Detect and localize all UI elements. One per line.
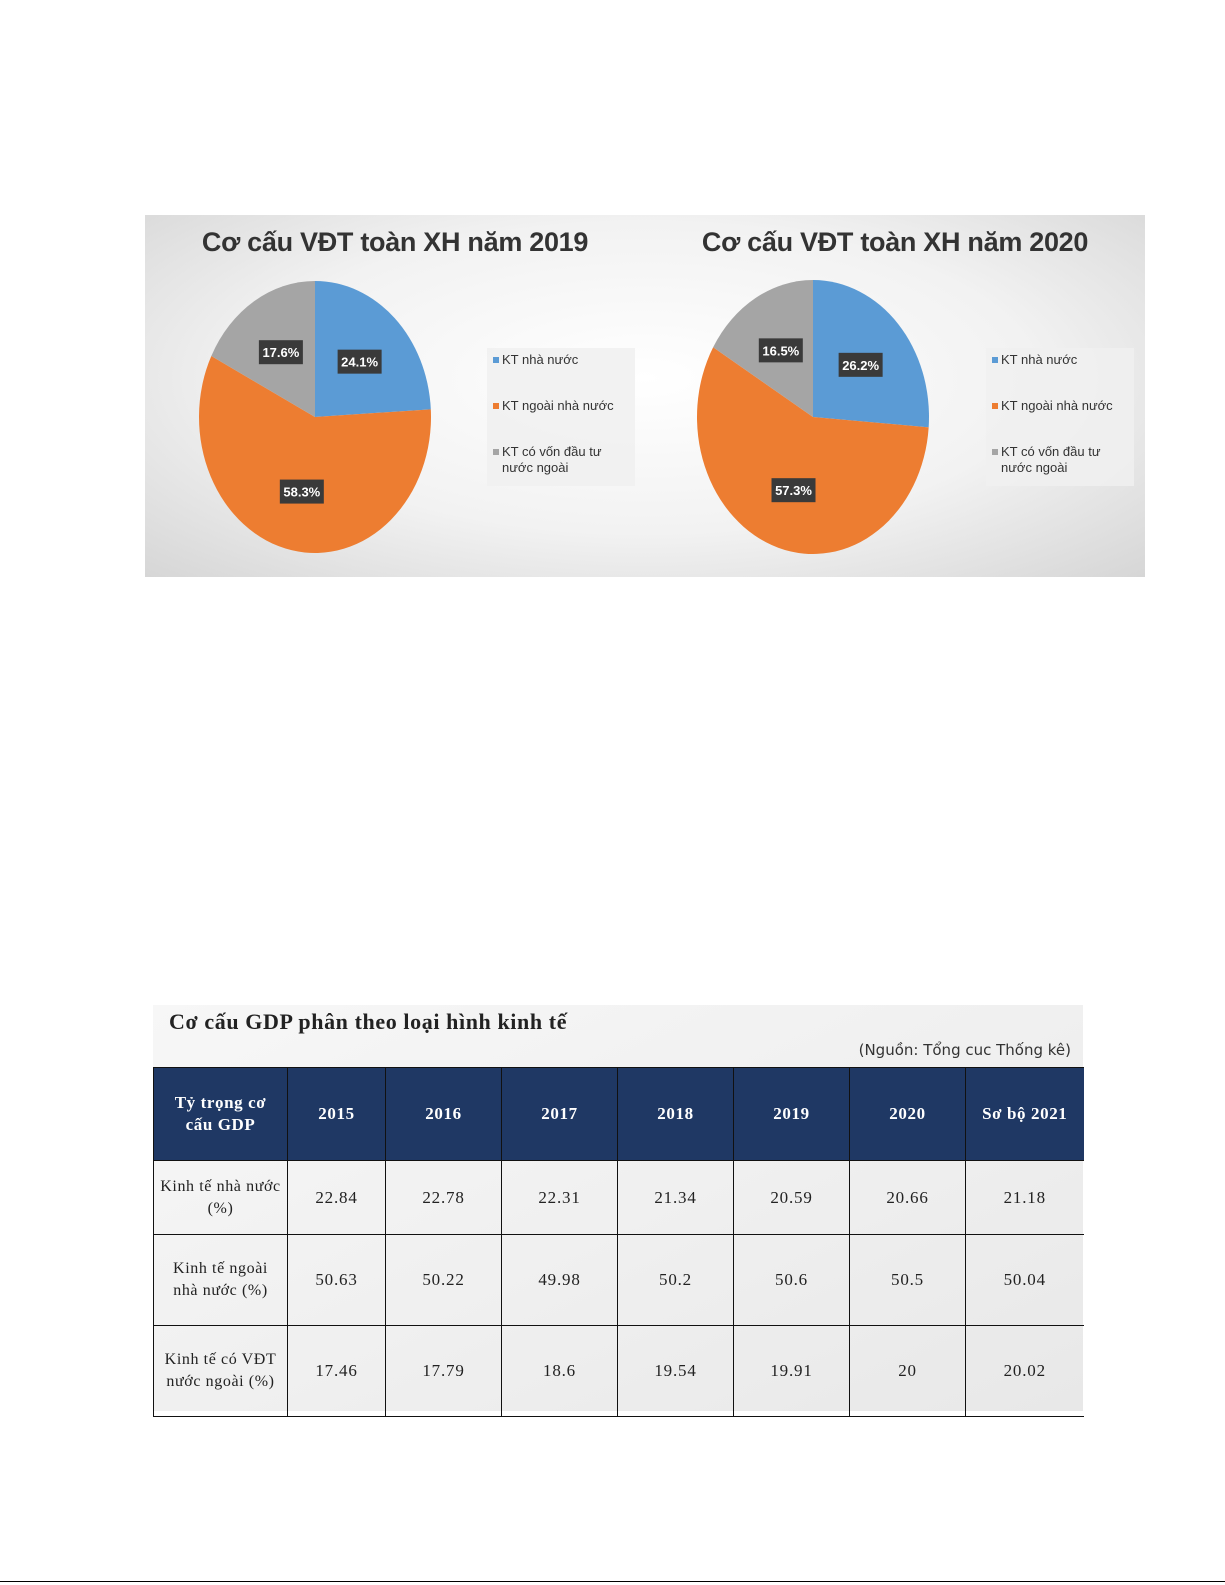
pie-data-label-text: 17.6% <box>262 345 300 361</box>
table-column-header: 2018 <box>618 1068 734 1161</box>
legend-swatch-non-state <box>992 403 998 409</box>
table-cell: 18.6 <box>502 1326 618 1417</box>
pie-data-label-text: 16.5% <box>762 343 800 359</box>
table-cell: 21.18 <box>966 1161 1084 1235</box>
table-column-header: Sơ bộ 2021 <box>966 1068 1084 1161</box>
table-cell: 20.59 <box>734 1161 850 1235</box>
legend-swatch-state <box>493 357 499 363</box>
table-header-row <box>154 1068 1084 1161</box>
table-cell: 49.98 <box>502 1235 618 1326</box>
table-corner-header: Tỷ trọng cơ cấu GDP <box>154 1068 288 1161</box>
pie-data-label-text: 57.3% <box>775 483 812 499</box>
table-column-header: 2016 <box>386 1068 502 1161</box>
table-cell: 22.84 <box>288 1161 386 1235</box>
table-column-header: 2019 <box>734 1068 850 1161</box>
legend-label-non-state: KT ngoài nhà nước <box>1001 398 1113 413</box>
legend-label-fdi: KT có vốn đầu tư nước ngoài <box>1001 444 1101 475</box>
pie-data-label-text: 58.3% <box>283 484 321 500</box>
legend-swatch-non-state <box>493 403 499 409</box>
pie-data-label-non-state <box>280 480 324 504</box>
pie-data-label-state <box>839 353 883 377</box>
table-cell: 20.66 <box>850 1161 966 1235</box>
table-column-header: 2020 <box>850 1068 966 1161</box>
table-row-header: Kinh tế ngoài nhà nước (%) <box>154 1235 288 1326</box>
legend-swatch-fdi <box>493 449 499 455</box>
table-cell: 50.63 <box>288 1235 386 1326</box>
legend-label-state: KT nhà nước <box>1001 352 1078 367</box>
pie-data-label-fdi <box>759 338 803 362</box>
pie-chart-2019-title: Cơ cấu VĐT toàn XH năm 2019 <box>201 227 589 257</box>
table-row-header: Kinh tế nhà nước (%) <box>154 1161 288 1235</box>
table-source: (Nguồn: Tổng cuc Thống kê) <box>858 1041 1071 1059</box>
pie-chart-2020 <box>645 215 1145 577</box>
table-row-header: Kinh tế có VĐT nước ngoài (%) <box>154 1326 288 1417</box>
pie-data-label-text: 26.2% <box>842 357 880 373</box>
pie-slice-state <box>315 281 431 417</box>
table-cell: 22.31 <box>502 1161 618 1235</box>
page-bottom-rule <box>0 1581 1225 1582</box>
pie-chart-2020-title: Cơ cấu VĐT toàn XH năm 2020 <box>701 227 1089 257</box>
table-cell: 17.46 <box>288 1326 386 1417</box>
table-cell: 19.91 <box>734 1326 850 1417</box>
gdp-structure-table-panel <box>153 1005 1083 1411</box>
legend-swatch-fdi <box>992 449 998 455</box>
table-row <box>154 1161 1084 1235</box>
pie-chart-2019 <box>145 215 645 577</box>
table-cell: 19.54 <box>618 1326 734 1417</box>
gdp-structure-table <box>153 1067 1084 1417</box>
pie-charts-panel <box>145 215 1145 577</box>
legend-label-fdi: KT có vốn đầu tư nước ngoài <box>502 444 602 475</box>
pie-data-label-non-state <box>772 478 816 502</box>
table-cell: 20 <box>850 1326 966 1417</box>
table-title: Cơ cấu GDP phân theo loại hình kinh tế <box>169 1009 568 1034</box>
table-column-header: 2017 <box>502 1068 618 1161</box>
table-column-header: 2015 <box>288 1068 386 1161</box>
table-cell: 50.22 <box>386 1235 502 1326</box>
pie-data-label-text: 24.1% <box>341 354 379 370</box>
pie-chart-2020-legend <box>986 348 1134 486</box>
table-cell: 21.34 <box>618 1161 734 1235</box>
legend-swatch-state <box>992 357 998 363</box>
table-cell: 50.2 <box>618 1235 734 1326</box>
table-row <box>154 1326 1084 1417</box>
pie-chart-2019-legend <box>487 348 635 486</box>
legend-label-non-state: KT ngoài nhà nước <box>502 398 614 413</box>
table-cell: 20.02 <box>966 1326 1084 1417</box>
table-cell: 22.78 <box>386 1161 502 1235</box>
table-cell: 50.04 <box>966 1235 1084 1326</box>
pie-data-label-fdi <box>259 340 303 364</box>
pie-data-label-state <box>338 350 382 374</box>
legend-label-state: KT nhà nước <box>502 352 579 367</box>
table-row <box>154 1235 1084 1326</box>
table-cell: 50.6 <box>734 1235 850 1326</box>
table-cell: 17.79 <box>386 1326 502 1417</box>
table-cell: 50.5 <box>850 1235 966 1326</box>
